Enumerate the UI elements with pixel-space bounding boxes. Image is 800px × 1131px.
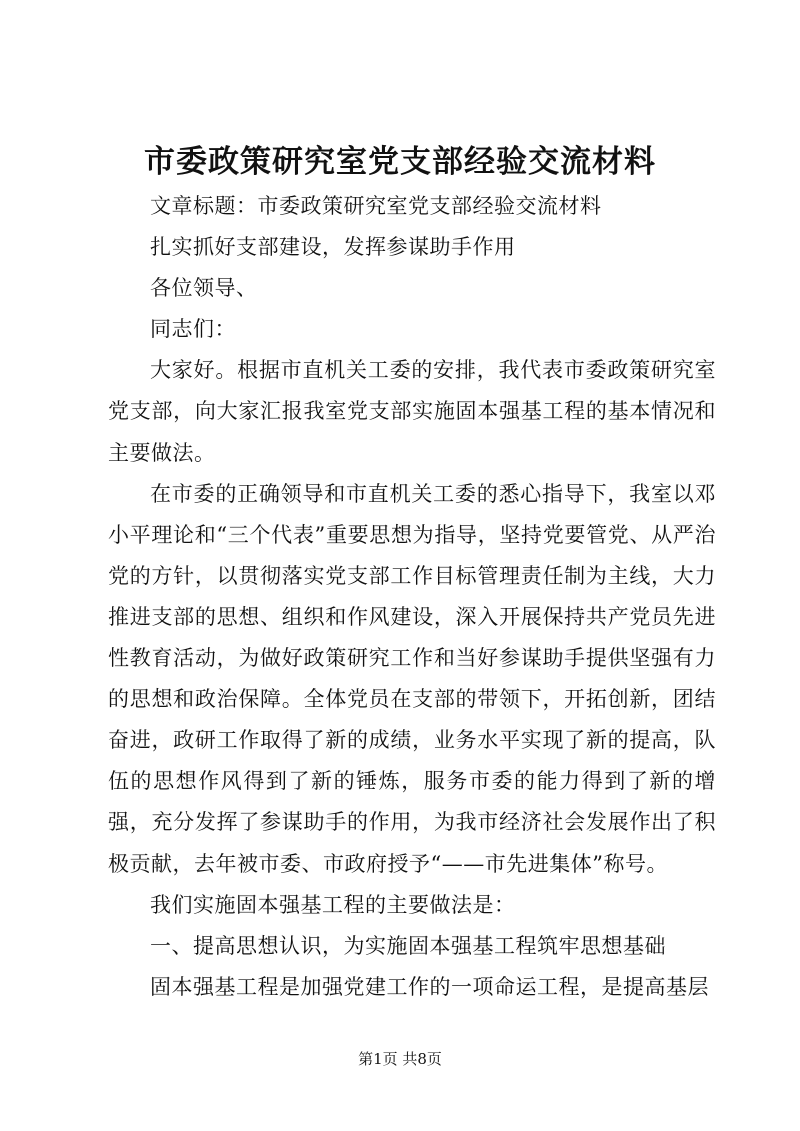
paragraph-section-1: 固本强基工程是加强党建工作的一项命运工程，是提高基层 xyxy=(150,974,709,999)
subtitle-line: 扎实抓好支部建设，发挥参谋助手作用 xyxy=(150,235,516,260)
document-title: 市委政策研究室党支部经验交流材料 xyxy=(144,144,656,180)
salutation-leaders: 各位领导、 xyxy=(150,276,258,301)
salutation-comrades: 同志们： xyxy=(150,317,236,342)
paragraph-overview: 在市委的正确领导和市直机关工委的悉心指导下，我室以邓小平理论和“三个代表”重要思想为指导，坚持党要管党、从严治党的方针，以贯彻落实党支部工作目标管理责任制为主线，大力推进支部的思想、组织和作风建设，深入开展保持共产党员先进性教育活动，为做好政策研究工作和当好参谋助手提供坚强有力的思想和政治保障。全体党员在支部的带领下，开拓创新，团结奋进，政研工作取得了新的成绩，业务水平实现了新的提高，队伍的思想作风得到了新的锤炼，服务市委的能力得到了新的增强，充分发挥了参谋助手的作用，为我市经济社会发展作出了积极贡献，去年被市委、市政府授予“——市先进集体”称号。 xyxy=(108,481,716,876)
document-body xyxy=(108,186,716,1008)
paragraph-greeting: 大家好。根据市直机关工委的安排，我代表市委政策研究室党支部，向大家汇报我室党支部实施固本强基工程的基本情况和主要做法。 xyxy=(108,358,716,465)
article-title-line: 文章标题：市委政策研究室党支部经验交流材料 xyxy=(150,194,602,218)
paragraph-main-methods: 我们实施固本强基工程的主要做法是： xyxy=(150,892,516,917)
section-heading-1: 一、提高思想认识，为实施固本强基工程筑牢思想基础 xyxy=(150,933,666,958)
page-footer: 第1页 共8页 xyxy=(358,1050,442,1068)
